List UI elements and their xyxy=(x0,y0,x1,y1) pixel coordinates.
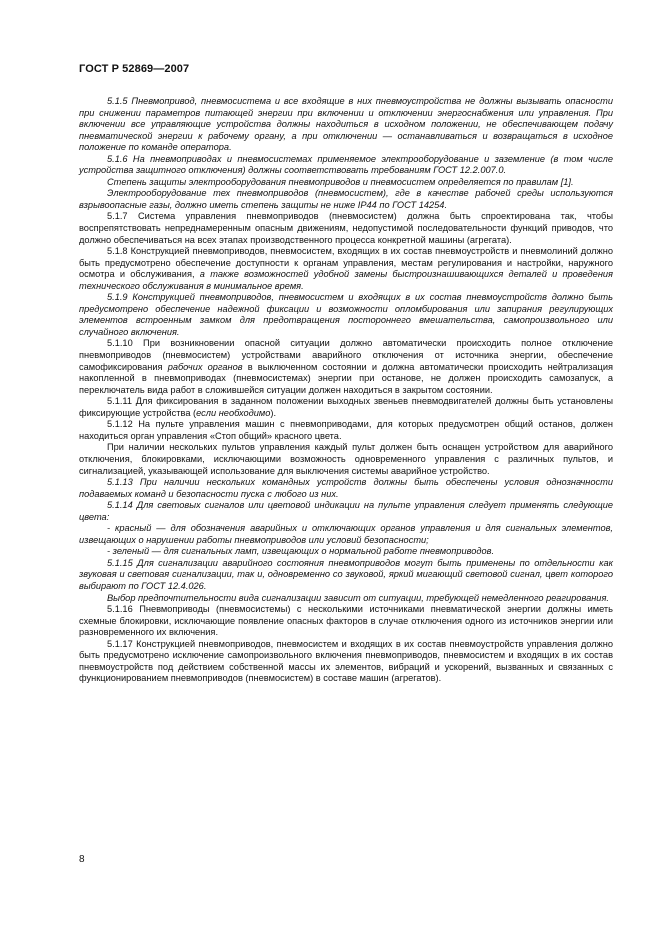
page-number: 8 xyxy=(79,854,85,865)
clause-5-1-15: 5.1.15 Для сигнализации аварийного состояния пневмоприводов могут быть применены по отдельности как звуковая и световая сигнализации, так и, одновременно со звуковой, яркий мигающий световой сигнал, цвет которого выбирают по ГОСТ 12.4.026. xyxy=(79,557,613,591)
list-item-red: - красный — для обозначения аварийных и отключающих органов управления и для сигнальных элементов, извещающих о нарушении работы пневмоприводов или условий безопасности; xyxy=(79,523,613,545)
clause-5-1-11-part-1: 5.1.11 Для фиксирования в заданном положении выходных звеньев пневмодвигателей должны быть установлены фиксирующие устройства ( xyxy=(79,396,613,418)
clause-5-1-8 xyxy=(79,246,613,292)
clause-5-1-14: 5.1.14 Для световых сигналов или цветовой индикации на пульте управления следует применять следующие цвета: xyxy=(79,500,613,522)
clause-5-1-11 xyxy=(79,396,613,419)
clause-5-1-11-part-2: ). xyxy=(270,407,277,418)
clause-5-1-6: 5.1.6 На пневмоприводах и пневмосистемах применяемое электрооборудование и заземление (в том числе устройства защитного отключения) должны соответствовать требованиям ГОСТ 12.2.007.0. xyxy=(79,153,613,176)
list-item-green: - зеленый — для сигнальных ламп, извещающих о нормальной работе пневмоприводов. xyxy=(107,546,495,557)
clause-5-1-10 xyxy=(79,338,613,396)
clause-5-1-17: 5.1.17 Конструкцией пневмоприводов, пневмосистем и входящих в их состав пневмоустройств управления должно быть предусмотрено исключение самопроизвольного включения пневмоприводов, пневмосистем и входящих в их состав пневмоустройств под действием собственной массы их элементов, вибраций и ускорений, вызванных и связанных с функционированием пневмоприводов (пневмосистем) в составе машин (агрегатов). xyxy=(79,638,613,684)
clause-5-1-11-italic: если необходимо xyxy=(196,407,271,418)
clause-5-1-10-part-1: 5.1.10 При возникновении опасной ситуации должно автоматически происходить полное отключение пневмоприводов (пневмосистем) устройствами аварийного отключения от источника энергии, обеспечение самофиксирования xyxy=(79,338,613,372)
clause-5-1-13: 5.1.13 При наличии нескольких командных устройств должны быть обеспечены условия однозначности подаваемых команд и безопасности пуска с любого из них. xyxy=(79,477,613,499)
protection-degree-paragraph: Степень защиты электрооборудования пневмоприводов и пневмосистем определяется по правилам [1]. xyxy=(107,176,574,187)
clause-5-1-5: 5.1.5 Пневмопривод, пневмосистема и все входящие в них пневмоустройства не должны вызывать опасности при снижении параметров питающей энергии при включении и отключении энергоснабжения или управления. При включении все управляющие устройства должны находиться в исходном положении, не обеспечивающем подачу пневматической энергии к рабочему органу, а при отключении — останавливаться и возвращаться в исходное положение по команде оператора. xyxy=(79,96,613,153)
clause-5-1-9: 5.1.9 Конструкцией пневмоприводов, пневмосистем и входящих в их состав пневмоустройств должно быть предусмотрено обеспечение надежной фиксации и возможности опломбирования или запирания регулирующих элементов встроенным замком для предотвращения постороннего вмешательства, самопроизвольного или случайного включения. xyxy=(79,292,613,337)
clause-5-1-12: 5.1.12 На пульте управления машин с пневмоприводами, для которых предусмотрен общий останов, должен находиться орган управления «Стоп общий» красного цвета. xyxy=(79,419,613,441)
document-header: ГОСТ Р 52869—2007 xyxy=(79,63,190,75)
clause-5-1-10-part-2: в выключенном состоянии и должна автоматически происходить нейтрализация накопленной в пневмоприводах (пневмосистемах) энергии при останове, не должен происходить самозапуск, а переключатель вида работ в сложившейся ситуации должен находиться в закрытом состоянии. xyxy=(79,361,613,395)
signal-choice-paragraph: Выбор предпочтительности вида сигнализации зависит от ситуации, требующей немедленного реагирования. xyxy=(107,592,609,603)
clause-5-1-8-regular: 5.1.8 Конструкцией пневмоприводов, пневмосистем, входящих в их состав пневмоустройств и пневмолиний должно быть предусмотрено обеспечение доступности к органам управления, местам регулирования и настройки, наружного осмотра и обслуживания, xyxy=(79,246,613,280)
explosive-gas-paragraph: Электрооборудование тех пневмоприводов (пневмосистем), где в качестве рабочей среды используются взрывоопасные газы, должно иметь степень защиты не ниже IP44 по ГОСТ 14254. xyxy=(79,188,613,210)
multiple-panels-paragraph: При наличии нескольких пультов управления каждый пульт должен быть оснащен устройством для аварийного отключения, блокировками, исключающими возможность одновременного управления с различных пультов, и сигнализацией, указывающей использование для выключения системы аварийное устройство. xyxy=(79,442,613,476)
clause-5-1-8-italic: а также возможностей удобной замены быстроизнашивающихся деталей и проведения технического обслуживания в минимальное время. xyxy=(79,269,613,291)
clause-5-1-16: 5.1.16 Пневмоприводы (пневмосистемы) с несколькими источниками пневматической энергии должны иметь схемные блокировки, исключающие появление опасных факторов в случае отключения одного из источников энергии или разновременного их включения. xyxy=(79,604,613,638)
clause-5-1-7: 5.1.7 Система управления пневмоприводов (пневмосистем) должна быть спроектирована так, чтобы воспрепятствовать непреднамеренным опасным движениям, недопустимой последовательности функций приводов, что должно обеспечиваться на всех этапах производственного процесса конкретной машины (агрегата). xyxy=(79,211,613,245)
document-body xyxy=(79,96,613,685)
clause-5-1-10-italic: рабочих органов xyxy=(167,361,243,372)
